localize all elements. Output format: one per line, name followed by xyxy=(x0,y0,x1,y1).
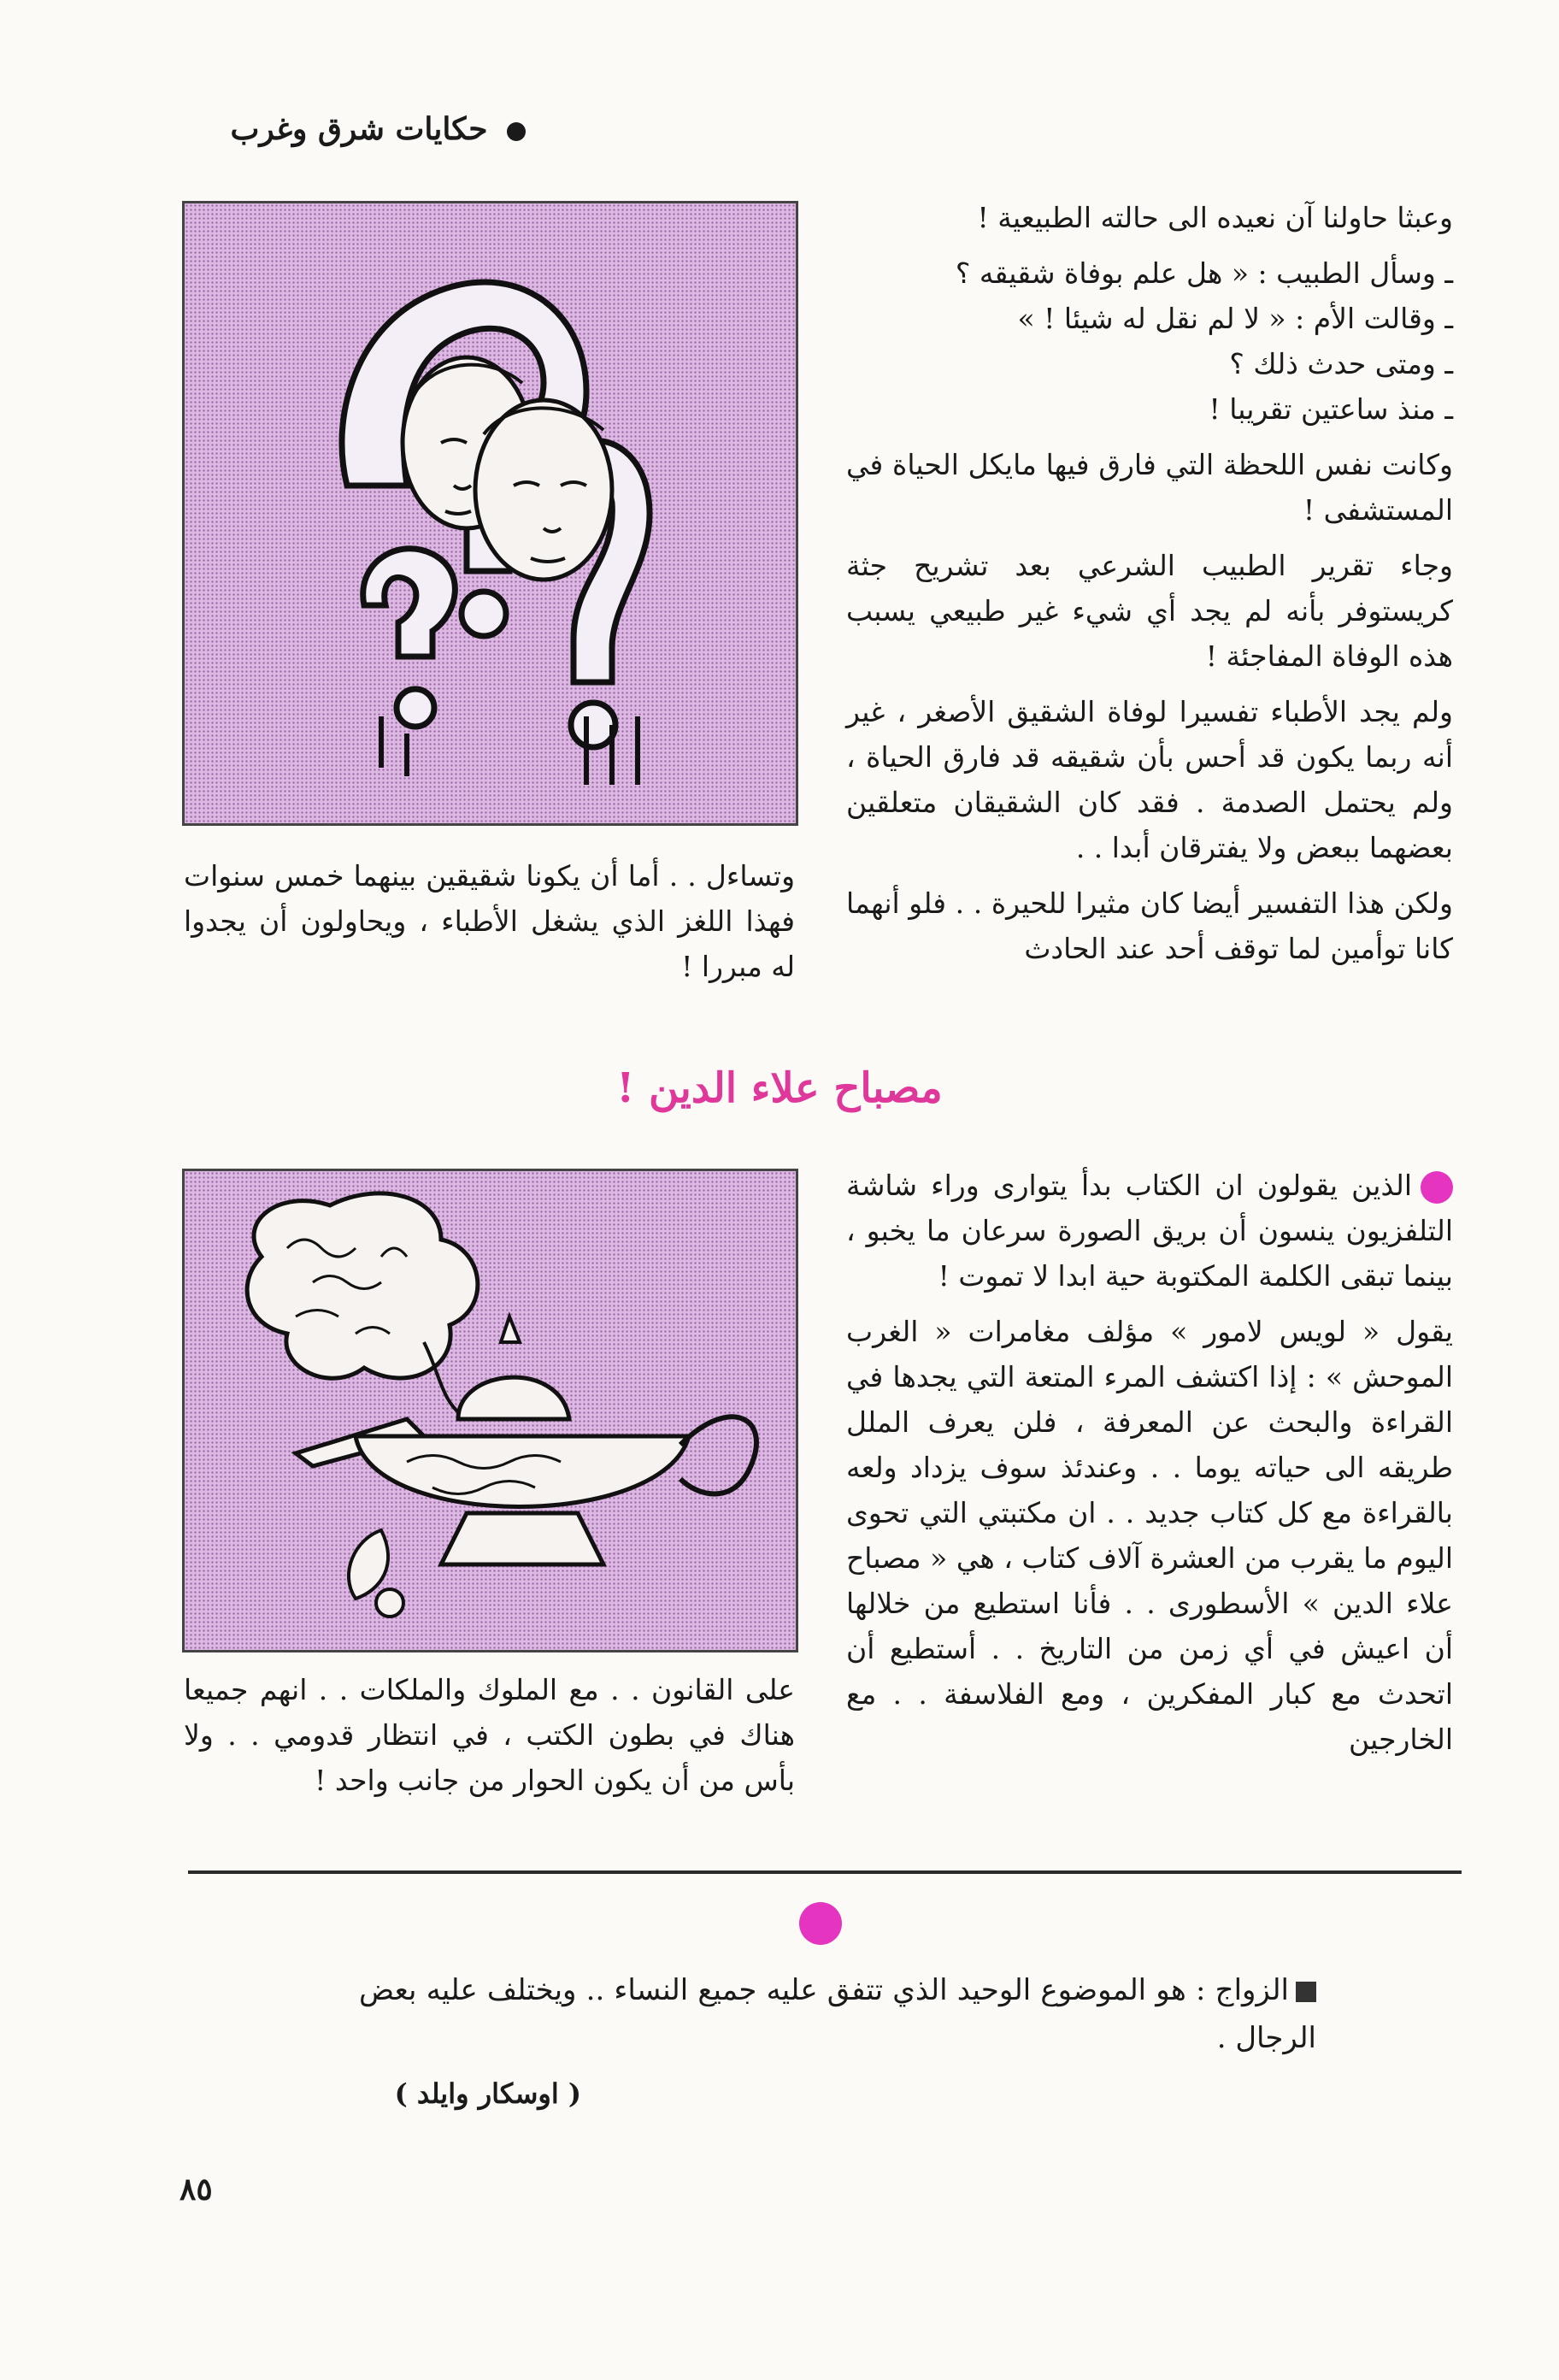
twins-drawing-icon xyxy=(185,203,796,823)
story2-left-column xyxy=(184,1667,795,1813)
paragraph-text: الذين يقولون ان الكتاب بدأ يتوارى وراء شاشة التلفزيون ينسون أن بريق الصورة سرعان ما يخبو ، بينما تبقى الكلمة المكتوبة حية ابدا لا تموت ! xyxy=(846,1169,1453,1293)
header-title: حكايات شرق وغرب xyxy=(230,111,488,147)
paragraph: ولم يجد الأطباء تفسيرا لوفاة الشقيق الأصغر ، غير أنه ربما يكون قد أحس بأن شقيقه قد فارق الحياة ، ولم يحتمل الصدمة . فقد كان الشقيقان متعلقين بعضهما ببعض ولا يفترقان أبدا . . xyxy=(846,695,1453,864)
paragraph: وكانت نفس اللحظة التي فارق فيها مايكل الحياة في المستشفى ! xyxy=(846,448,1453,527)
section-bullet-icon xyxy=(1421,1171,1453,1204)
paragraph: ـ وسأل الطبيب : « هل علم بوفاة شقيقه ؟ xyxy=(955,256,1453,290)
header-bullet-icon xyxy=(507,122,526,141)
story1-left-column xyxy=(184,853,795,999)
paragraph: يقول « لويس لامور » مؤلف مغامرات « الغرب الموحش » : إذا اكتشف المرء المتعة التي يجدها في القراءة والبحث عن المعرفة ، فلن يعرف الملل طريقه الى حياته يوما . . وعندئذ سوف يزداد ولعه بالقراءة مع كل كتاب جديد . . ان مكتبتي التي تحوى اليوم ما يقرب من العشرة آلاف كتاب ، هي « مصباح علاء الدين » الأسطورى . . فأنا استطيع من خلالها أن اعيش في أي زمن من التاريخ . . أستطيع أن اتحدث مع كبار المفكرين ، ومع الفلاسفة . . مع الخارجين xyxy=(846,1315,1453,1756)
section-divider xyxy=(188,1870,1462,1874)
page-number: ٨٥ xyxy=(179,2171,213,2207)
paragraph: ـ ومتى حدث ذلك ؟ xyxy=(1229,347,1453,380)
paragraph: ـ منذ ساعتين تقريبا ! xyxy=(1209,392,1453,426)
quote-bullet-icon xyxy=(799,1902,842,1945)
paragraph: وتساءل . . أما أن يكونا شقيقين بينهما خمس سنوات فهذا اللغز الذي يشغل الأطباء ، ويحاولون أن يجدوا له مبررا ! xyxy=(184,859,795,983)
magic-lamp-icon xyxy=(185,1171,796,1650)
paragraph xyxy=(846,1163,1453,1299)
paragraph: ولكن هذا التفسير أيضا كان مثيرا للحيرة . . فلو أنهما كانا توأمين لما توقف أحد عند الحادث xyxy=(846,887,1453,965)
twins-illustration xyxy=(182,201,798,826)
quote-text: الزواج : هو الموضوع الوحيد الذي تتفق عليه جميع النساء .. ويختلف عليه بعض الرجال . xyxy=(359,1973,1316,2055)
paragraph: ـ وقالت الأم : « لا لم نقل له شيئا ! » xyxy=(1017,302,1453,335)
lamp-illustration xyxy=(182,1169,798,1652)
quote-author: ( اوسكار وايلد ) xyxy=(394,2077,581,2110)
quote-box xyxy=(359,1966,1316,2062)
paragraph: وعبثا حاولنا آن نعيده الى حالته الطبيعية ! xyxy=(977,201,1453,234)
story1-right-column xyxy=(846,195,1453,981)
running-header xyxy=(184,111,526,147)
section-title: مصباح علاء الدين ! xyxy=(616,1064,943,1112)
story2-right-column xyxy=(846,1163,1453,1772)
paragraph: وجاء تقرير الطبيب الشرعي بعد تشريح جثة كريستوفر بأنه لم يجد أي شيء غير طبيعي يسبب هذه الوفاة المفاجئة ! xyxy=(846,549,1453,673)
square-bullet-icon xyxy=(1296,1982,1316,2002)
paragraph: على القانون . . مع الملوك والملكات . . انهم جميعا هناك في بطون الكتب ، في انتظار قدومي . . ولا بأس من أن يكون الحوار من جانب واحد ! xyxy=(184,1673,795,1797)
